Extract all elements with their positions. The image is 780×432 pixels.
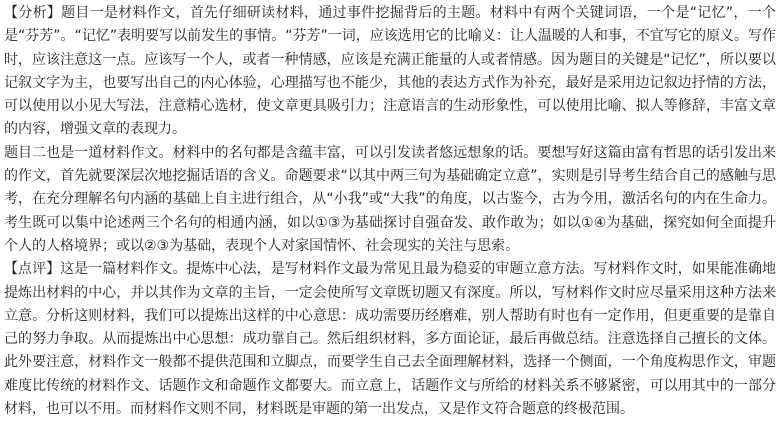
comment-paragraph: 【点评】这是一篇材料作文。提炼中心法，是写材料作文最为常见且最为稳妥的审题立意方法。写材料作文时，如果能准确地提炼出材料的中心，并以其作为文章的主旨，一定会使所写文章既切题又有深度。所以，写材料作文时应尽量采用这种方法来立意。分析这则材料，我们可以提炼出这样的中心意思：成功需要历经磨难，别人帮助有时也有一定作用，但更重要的是靠自己的努力争取。从而提炼出中心思想：成功靠自己。然后组织材料，多方面论证，最后再做总结。注意选择自己擅长的文体。此外要注意，材料作文一般都不提供范围和立脚点，而要学生自己去全面理解材料，选择一个侧面，一个角度构思作文，审题难度比传统的材料作文、话题作文和命题作文都要大。而立意上，话题作文与所给的材料关系不够紧密，可以用其中的一部分材料，也可以不用。而材料作文则不同，材料既是审题的第一出发点，又是作文符合题意的终极范围。 [4,261,776,418]
analysis-paragraph-topic-two: 题目二也是一道材料作文。材料中的名句都是含蕴丰富，可以引发读者悠远想象的话。要想写好这篇由富有哲思的话引发出来的作文，首先就要深层次地挖掘话语的含义。命题要求“以其中两三句为基础确定立意”，实则是引导考生结合自己的感触与思考，在充分理解名句内涵的基础上自主进行组合，从“小我”或“大我”的角度，以古鉴今，古为今用，激活名句的内在生命力。考生既可以集中论述两三个名句的相通内涵，如以①③为基础探讨自强奋发、敢作敢为；如以①④为基础，探究如何全面提升个人的人格境界；或以②③为基础，表现个人对家国情怀、社会现实的关注与思索。 [4,144,776,254]
analysis-paragraph-topic-one: 【分析】题目一是材料作文，首先仔细研读材料，通过事件挖掘背后的主题。材料中有两个关键词语，一个是“记忆”，一个是“芬芳”。“记忆”表明要写以前发生的事情。“芬芳”一词，应该选用它的比喻义：让人温暖的人和事，不宜写它的原义。写作时，应该注意这一点。应该写一个人，或者一种情感，应该是充满正能量的人或者情感。因为题目的关键是“记忆”，所以要以记叙文字为主，也要写出自己的内心体验，心理描写也不能少，其他的表达方式作为补充，最好是采用边记叙边抒情的方法，可以使用以小见大写法，注意精心选材，使文章更具吸引力；注意语言的生动形象性，可以使用比喻、拟人等修辞，丰富文章的内容，增强文章的表现力。 [4,5,776,138]
